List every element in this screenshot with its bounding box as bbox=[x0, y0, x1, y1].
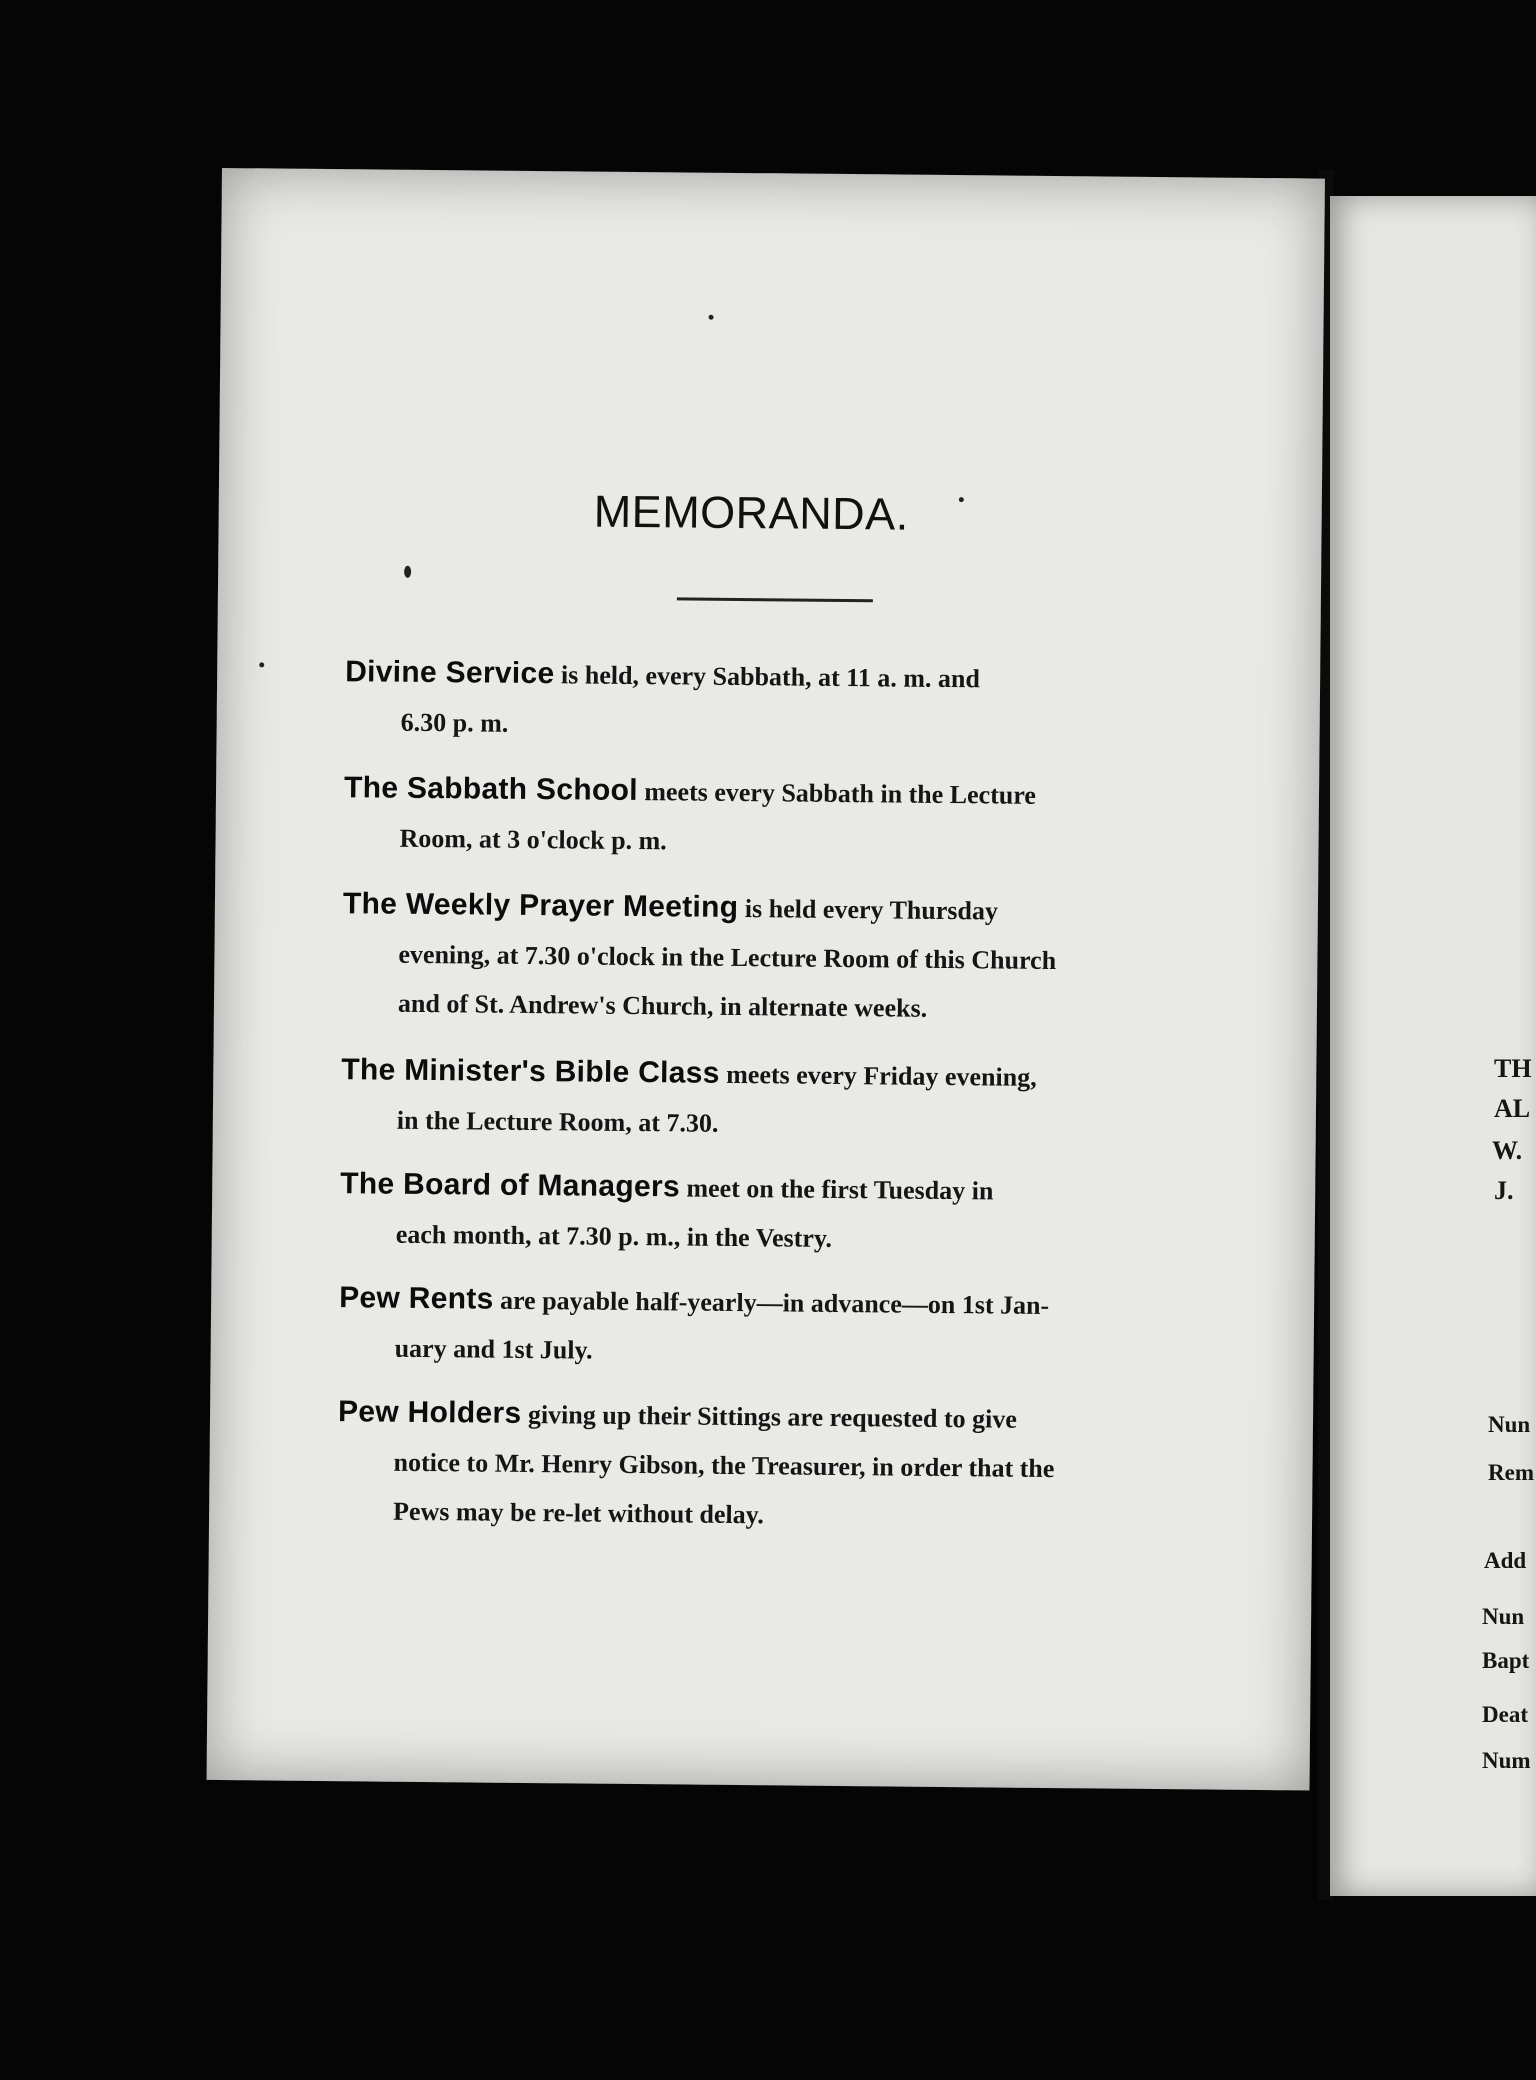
memo-text: evening, at 7.30 o'clock in the Lecture Room of this Church bbox=[398, 939, 1057, 976]
memo-text: 6.30 p. m. bbox=[400, 707, 509, 738]
right-stat-line: Rem bbox=[1488, 1460, 1534, 1485]
memo-text: meets every Sabbath in the Lecture bbox=[637, 777, 1037, 810]
memo-heading: The Sabbath School bbox=[343, 771, 638, 808]
right-stat-line: Num bbox=[1482, 1748, 1531, 1773]
title-rule bbox=[677, 597, 873, 602]
ink-speck bbox=[404, 566, 411, 578]
right-stat-line: Nun bbox=[1488, 1412, 1531, 1437]
ink-speck bbox=[959, 497, 964, 502]
right-stat-line: Deat bbox=[1482, 1702, 1528, 1727]
memo-text: meet on the first Tuesday in bbox=[679, 1173, 994, 1206]
right-name-line: J. bbox=[1494, 1176, 1514, 1205]
right-name-line: AL bbox=[1494, 1094, 1531, 1123]
left-page bbox=[207, 168, 1325, 1791]
memo-heading: Divine Service bbox=[345, 655, 555, 691]
memo-text: Room, at 3 o'clock p. m. bbox=[399, 823, 667, 856]
memo-prayer-meeting bbox=[342, 879, 1178, 1035]
page-title: MEMORANDA. bbox=[593, 485, 909, 540]
memo-pew-holders bbox=[337, 1387, 1173, 1543]
ink-speck bbox=[259, 662, 264, 667]
right-name-line: W. bbox=[1492, 1136, 1523, 1165]
memo-board-of-managers bbox=[340, 1159, 1176, 1266]
memo-text: giving up their Sittings are requested to give bbox=[521, 1399, 1017, 1434]
memo-text: each month, at 7.30 p. m., in the Vestry. bbox=[395, 1219, 833, 1253]
right-stat-line: Bapt bbox=[1482, 1648, 1530, 1673]
memo-text: meets every Friday evening, bbox=[719, 1059, 1037, 1092]
ink-speck bbox=[709, 315, 714, 320]
memo-text: is held, every Sabbath, at 11 a. m. and bbox=[554, 660, 981, 694]
memo-text: Pews may be re-let without delay. bbox=[392, 1496, 764, 1530]
memo-sabbath-school bbox=[343, 763, 1179, 870]
memo-heading: Pew Rents bbox=[339, 1281, 494, 1316]
memo-text: in the Lecture Room, at 7.30. bbox=[396, 1105, 719, 1138]
memo-divine-service bbox=[344, 647, 1180, 754]
right-name-line: TH bbox=[1494, 1054, 1532, 1083]
memo-text: are payable half-yearly—in advance—on 1st Jan- bbox=[493, 1285, 1050, 1320]
memo-pew-rents bbox=[338, 1273, 1174, 1380]
memo-heading: Pew Holders bbox=[337, 1395, 522, 1430]
right-page-fragment bbox=[1330, 196, 1536, 1896]
memo-heading: The Weekly Prayer Meeting bbox=[342, 887, 739, 924]
memo-heading: The Minister's Bible Class bbox=[341, 1053, 720, 1090]
memo-bible-class bbox=[341, 1045, 1177, 1152]
memo-text: notice to Mr. Henry Gibson, the Treasurer, in order that the bbox=[393, 1447, 1055, 1484]
memo-heading: The Board of Managers bbox=[340, 1167, 681, 1204]
right-stat-line: Nun bbox=[1482, 1604, 1525, 1629]
memo-text: uary and 1st July. bbox=[394, 1333, 593, 1365]
right-stat-line: Add bbox=[1484, 1548, 1527, 1573]
memo-text: is held every Thursday bbox=[738, 893, 999, 926]
memo-text: and of St. Andrew's Church, in alternate weeks. bbox=[397, 988, 928, 1023]
